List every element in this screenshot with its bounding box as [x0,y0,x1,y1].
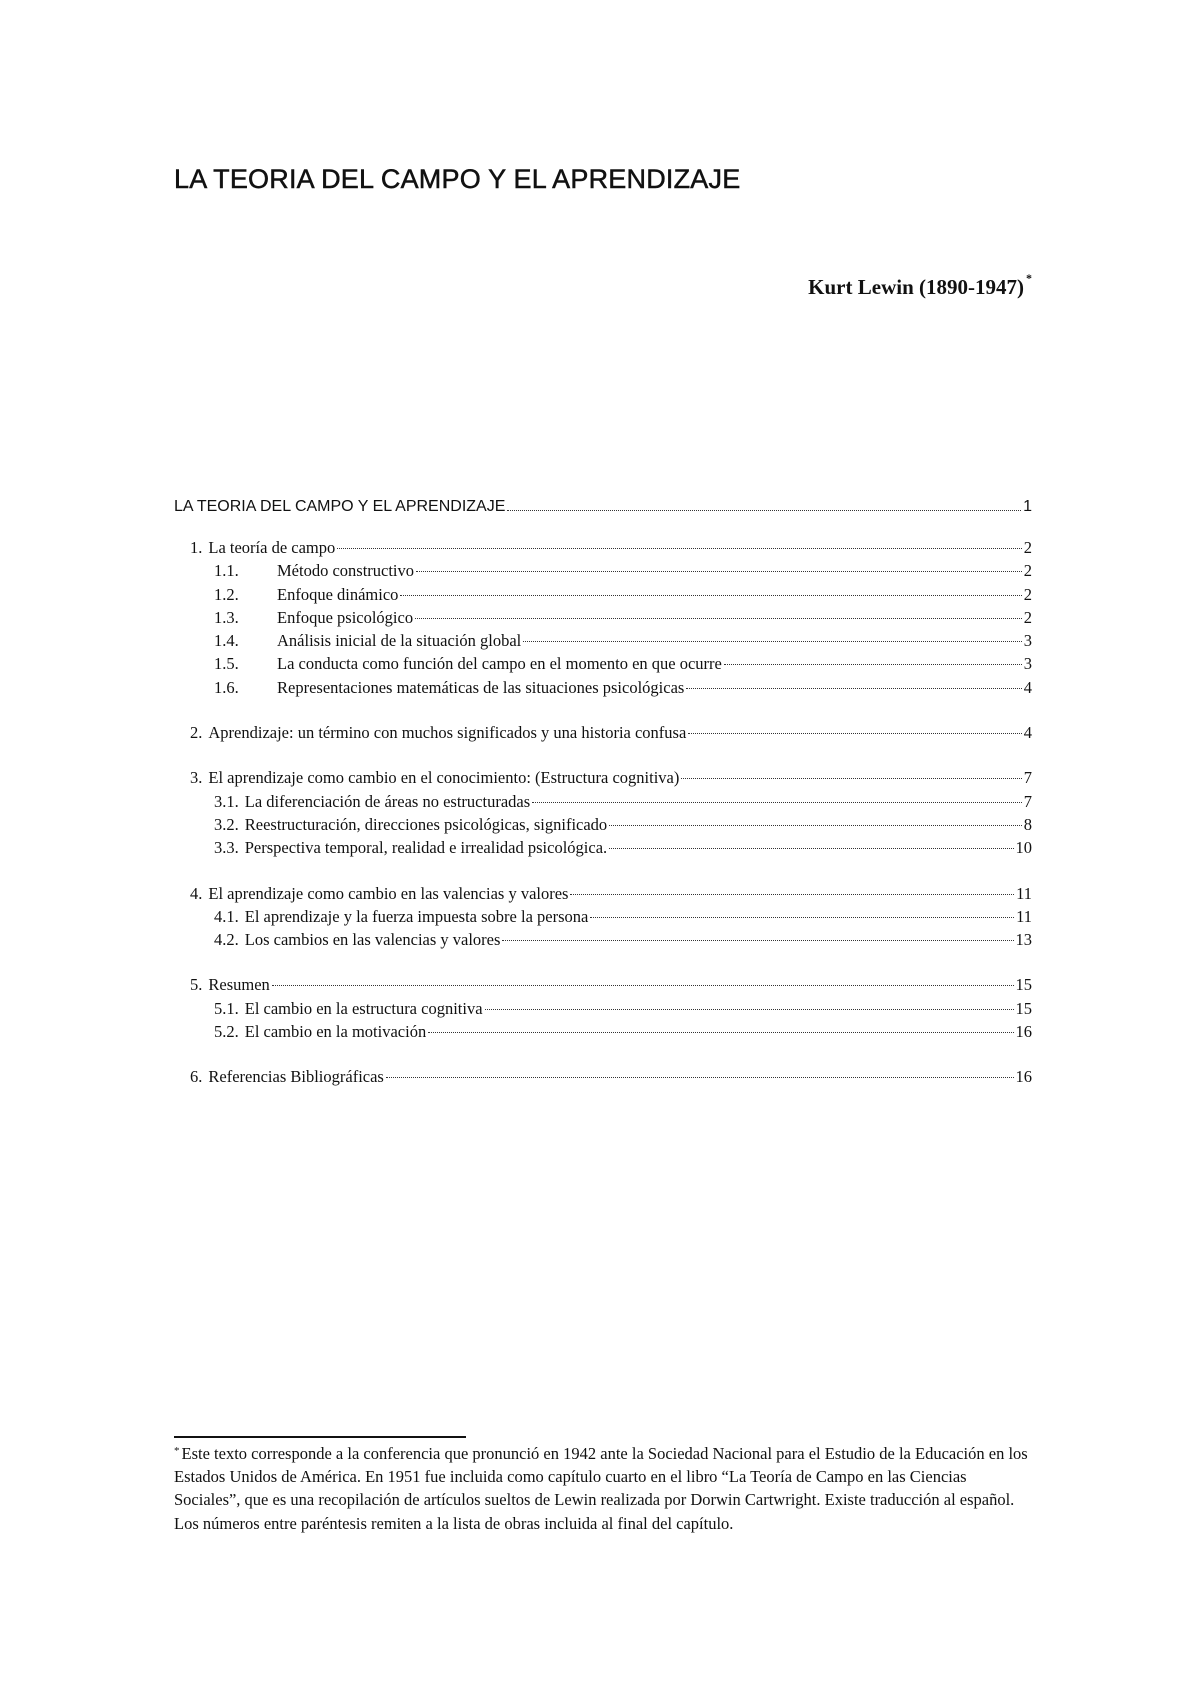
toc-dot-leader [688,733,1021,734]
toc-entry-text: Enfoque dinámico [277,584,399,604]
toc-entry-text: El aprendizaje como cambio en las valencias y valores [208,883,569,903]
toc-page-number: 15 [1015,975,1032,995]
toc-entry-label [214,792,530,812]
toc-entry-label [190,1067,384,1087]
toc-entry-text: La diferenciación de áreas no estructuradas [244,791,531,811]
toc-entry-label [190,768,679,788]
document-title: LA TEORIA DEL CAMPO Y EL APRENDIZAJE [174,164,741,194]
toc-entry-text: Análisis inicial de la situación global [277,631,522,651]
toc-entry-label [190,538,335,558]
toc-entry-text: La conducta como función del campo en el momento en que ocurre [277,654,722,674]
toc-entry-number: 1. [190,538,203,557]
toc-section-3[interactable] [174,768,1032,791]
toc-subsection-4-2[interactable] [174,930,1032,953]
toc-entry-text: Resumen [208,975,270,995]
toc-subsection-1-6[interactable] [174,678,1032,701]
toc-subsection-1-3[interactable] [174,608,1032,631]
toc-entry-number: 1.3. [214,607,239,627]
toc-subsection-3-1[interactable] [174,792,1032,815]
author-line [808,271,1032,300]
toc-page-number: 8 [1023,814,1032,834]
author-footnote-mark[interactable]: * [1026,271,1032,285]
table-of-contents [174,498,1032,1091]
toc-dot-leader [523,641,1022,642]
toc-subsection-1-5[interactable] [174,654,1032,677]
toc-entry-number: 1.2. [214,584,239,604]
toc-entry-text: Aprendizaje: un término con muchos significados y una historia confusa [208,723,687,743]
toc-entry-text: El cambio en la motivación [244,1022,427,1042]
toc-dot-leader [570,894,1014,895]
toc-entry-text: Representaciones matemáticas de las situaciones psicológicas [277,677,685,697]
toc-dot-leader [428,1032,1013,1033]
toc-entry-number: 4.2. [214,930,239,950]
toc-entry-number: 6. [190,1067,203,1087]
toc-page-number: 16 [1015,1022,1032,1042]
toc-page-number: 11 [1016,906,1032,926]
toc-entry-label: LA TEORIA DEL CAMPO Y EL APRENDIZAJE [174,498,506,515]
toc-entry-text: El aprendizaje como cambio en el conocimiento: (Estructura cognitiva) [208,768,680,788]
toc-page-number: 7 [1023,768,1032,788]
toc-section-4[interactable] [174,884,1032,907]
toc-page-number: 2 [1023,607,1032,627]
toc-dot-leader [272,985,1014,986]
toc-subsection-1-1[interactable] [174,561,1032,584]
toc-entry-label [214,815,607,835]
toc-page-number: 1 [1023,498,1032,515]
toc-entry-number: 3.1. [214,791,239,811]
toc-subsection-1-4[interactable] [174,631,1032,654]
toc-section-1[interactable] [174,538,1032,561]
toc-entry-number: 3.2. [214,814,239,834]
toc-entry-label [214,907,588,927]
toc-entry-number: 1.4. [214,631,239,651]
toc-subsection-5-1[interactable] [174,999,1032,1022]
toc-page-number: 4 [1023,723,1032,743]
toc-dot-leader [609,848,1013,849]
toc-entry-text: Enfoque psicológico [277,607,414,627]
toc-dot-leader [609,825,1022,826]
toc-page-number: 2 [1023,561,1032,581]
toc-page-number: 13 [1015,930,1032,950]
toc-section-2[interactable] [174,723,1032,746]
toc-entry-text: Perspectiva temporal, realidad e irrealidad psicológica. [244,838,608,858]
toc-entry-label [214,678,684,698]
toc-dot-leader [724,664,1022,665]
toc-dot-leader [386,1077,1014,1078]
toc-section-6[interactable] [174,1067,1032,1090]
toc-entry-number: 3.3. [214,838,239,858]
toc-subsection-4-1[interactable] [174,907,1032,930]
toc-entry-number: 2. [190,723,203,743]
footnote-text: Este texto corresponde a la conferencia que pronunció en 1942 ante la Sociedad Nacional para el Estudio de la Educación en los Estados Unidos de América. En 1951 fue incluida como capítulo cuarto en el libro “La Teoría de Campo en las Ciencias Sociales”, que es una recopilación de artículos sueltos de Lewin realizada por Dorwin Cartwright. Existe traducción al español. Los números entre paréntesis remiten a la lista de obras incluida al final del capítulo. [174,1444,1028,1533]
toc-entry-text: Referencias Bibliográficas [208,1067,384,1087]
toc-page-number: 2 [1023,584,1032,604]
toc-dot-leader [532,802,1022,803]
toc-entry-label [214,930,500,950]
toc-entry-text: La teoría de campo [208,538,336,557]
toc-entry-number: 1.5. [214,654,239,674]
toc-dot-leader [416,571,1022,572]
toc-entry-label [214,561,414,581]
toc-subsection-3-3[interactable] [174,838,1032,861]
toc-section-5[interactable] [174,975,1032,998]
toc-subsection-5-2[interactable] [174,1022,1032,1045]
toc-entry-label [214,608,413,628]
toc-entry-label [190,975,270,995]
toc-dot-leader [415,618,1022,619]
toc-entry-number: 3. [190,768,203,788]
toc-page-number: 10 [1015,838,1032,858]
toc-entry-label [190,723,686,743]
footnote-mark: * [174,1445,180,1457]
toc-dot-leader [681,778,1021,779]
toc-entry-number: 4.1. [214,906,239,926]
toc-subsection-3-2[interactable] [174,815,1032,838]
toc-subsection-1-2[interactable] [174,585,1032,608]
toc-entry-main[interactable] [174,498,1032,538]
toc-page-number: 7 [1023,791,1032,811]
toc-entry-label [190,884,568,904]
toc-entry-number: 4. [190,883,203,903]
toc-page-number: 3 [1023,654,1032,674]
footnote-separator [174,1436,466,1438]
toc-entry-text: Reestructuración, direcciones psicológicas, significado [244,814,608,834]
toc-dot-leader [337,548,1021,549]
toc-entry-number: 1.6. [214,677,239,697]
toc-entry-label [214,999,483,1019]
toc-page-number: 3 [1023,631,1032,651]
toc-entry-label [214,585,398,605]
toc-entry-text: El aprendizaje y la fuerza impuesta sobre la persona [244,906,589,926]
toc-entry-number: 5. [190,975,203,995]
toc-entry-label [214,1022,426,1042]
toc-entry-text: Método constructivo [277,561,415,581]
toc-entry-text: El cambio en la estructura cognitiva [244,998,483,1018]
toc-entry-label [214,654,722,674]
footnote [174,1442,1034,1535]
toc-dot-leader [485,1009,1014,1010]
toc-entry-label [214,838,607,858]
toc-page-number: 2 [1023,538,1032,557]
toc-entry-number: 5.1. [214,998,239,1018]
toc-entry-number: 1.1. [214,561,239,581]
toc-entry-text: Los cambios en las valencias y valores [244,930,501,950]
toc-page-number: 4 [1023,677,1032,697]
toc-page-number: 11 [1016,883,1032,903]
toc-dot-leader [686,688,1021,689]
toc-dot-leader [400,595,1021,596]
toc-entry-label [214,631,521,651]
toc-page-number: 15 [1015,998,1032,1018]
toc-dot-leader [502,940,1013,941]
toc-page-number: 16 [1015,1067,1032,1087]
toc-entry-number: 5.2. [214,1022,239,1042]
toc-dot-leader [590,917,1014,918]
author-name: Kurt Lewin (1890-1947) [808,275,1024,299]
toc-dot-leader [507,510,1021,511]
